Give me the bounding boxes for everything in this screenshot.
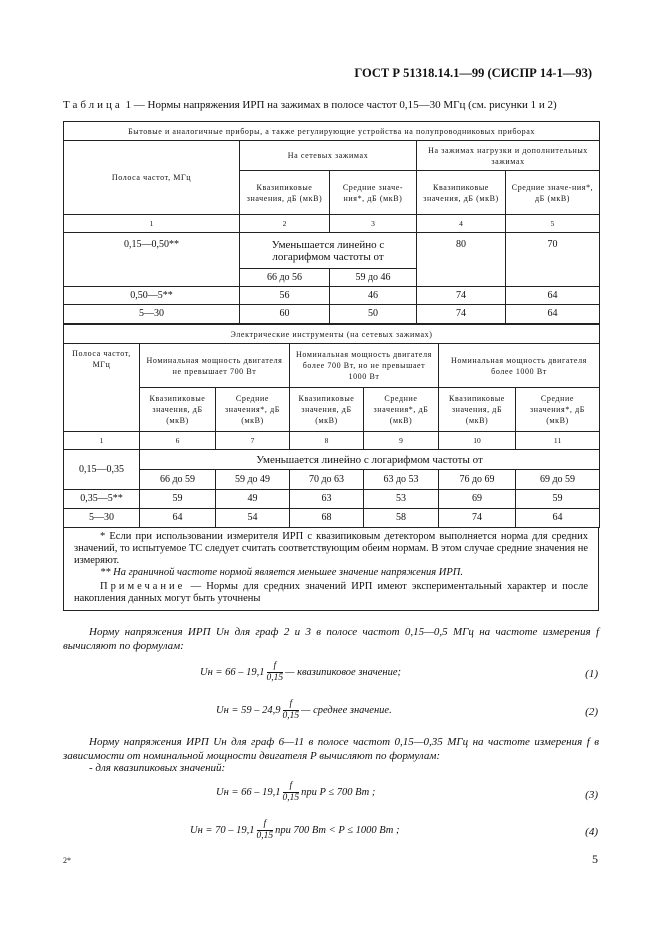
table-caption (63, 99, 557, 111)
table1-avg-header: Средние значе-ния*, дБ (мкВ) (506, 171, 600, 215)
table2-colnum: 8 (290, 432, 364, 450)
equation-number: (1) (585, 668, 598, 680)
formula-rhs: при 700 Вт < P ≤ 1000 Вт ; (275, 824, 400, 836)
note-paragraph (74, 581, 588, 605)
table2-colnum: 11 (516, 432, 600, 450)
note-text: — Нормы для средних значений ИРП имеют экспериментальный характер и после накопления данных могут быть уточнены (74, 581, 588, 604)
table2-cell: 70 до 63 (290, 470, 364, 490)
table1-load-header: На зажимах нагрузки и дополнительных зажимах (417, 141, 600, 171)
table1-colnum: 3 (330, 215, 417, 233)
formula-rhs: при P ≤ 700 Вт ; (301, 786, 376, 798)
table2-colnum: 7 (216, 432, 290, 450)
table1-cell: 46 (330, 287, 417, 305)
formula-lhs: Uн = 59 – 24,9 (216, 704, 281, 716)
table2-qp-header: Квазипиковые значения, дБ (мкВ) (140, 388, 216, 432)
table1-freq-header: Полоса частот, МГц (64, 141, 240, 215)
formula-lhs: Uн = 66 – 19,1 (216, 786, 281, 798)
table2-cell: 66 до 59 (140, 470, 216, 490)
table1-cell: 74 (417, 287, 506, 305)
table2-cell: 58 (364, 509, 439, 528)
table1-cell: 80 (417, 233, 506, 287)
table2-cell: 69 (439, 490, 516, 509)
table1-colnum: 5 (506, 215, 600, 233)
note-label: Примечание (100, 581, 186, 592)
formula-2 (216, 699, 392, 722)
table2-avg-header: Средние значения*, дБ (мкВ) (516, 388, 600, 432)
table2-qp-header: Квазипиковые значения, дБ (мкВ) (439, 388, 516, 432)
formula-3 (216, 781, 375, 804)
table2-avg-header: Средние значения*, дБ (мкВ) (216, 388, 290, 432)
table1-avg-header: Средние значе-ния*, дБ (мкВ) (330, 171, 417, 215)
table2-power-header: Номинальная мощность двигателя более 700 Вт, но не превышает 1000 Вт (290, 344, 439, 388)
table2-cell: 74 (439, 509, 516, 528)
table1-cell: 50 (330, 305, 417, 324)
formula-fraction: $\frac{f}{0,15}$ (282, 781, 300, 803)
formula-fraction: $\frac{f}{0,15}$ (282, 699, 300, 721)
footnote-2: ** На граничной частоте нормой является меньшее значение напряжения ИРП. (100, 567, 463, 578)
table2-cell: 68 (290, 509, 364, 528)
equation-number: (3) (585, 789, 598, 801)
table1-cell: 74 (417, 305, 506, 324)
table2-cell: 53 (364, 490, 439, 509)
formula-lhs: Uн = 66 – 19,1 (200, 666, 265, 678)
table2-colnum: 6 (140, 432, 216, 450)
table1-qp-header: Квазипиковые значения, дБ (мкВ) (240, 171, 330, 215)
caption-prefix: Таблица (63, 99, 123, 111)
formula-rhs: — квазипиковое значение; (285, 666, 402, 678)
table2-colnum: 9 (364, 432, 439, 450)
table2-cell: 59 (516, 490, 600, 509)
formula-4 (190, 819, 399, 842)
table2-band: 0,15—0,35 (64, 450, 140, 490)
table2-colnum: 10 (439, 432, 516, 450)
table1-band: 5—30 (64, 305, 240, 324)
table1-band: 0,15—0,50** (64, 233, 240, 287)
table1-cell: 56 (240, 287, 330, 305)
table1-cell: 60 (240, 305, 330, 324)
table1-band: 0,50—5** (64, 287, 240, 305)
formula-lhs: Uн = 70 – 19,1 (190, 824, 255, 836)
table2-cell: 59 до 49 (216, 470, 290, 490)
table-household (63, 121, 600, 324)
table1-colnum: 2 (240, 215, 330, 233)
table2-cell: 49 (216, 490, 290, 509)
footer-mark: 2* (63, 856, 71, 865)
table2-title: Электрические инструменты (на сетевых зажимах) (64, 325, 600, 344)
paragraph-1: Норму напряжения ИРП Uн для граф 2 и 3 в полосе частот 0,15—0,5 МГц на частоте измерения f вычисляют по формулам: (63, 626, 599, 652)
caption-text: 1 — Нормы напряжения ИРП на зажимах в полосе частот 0,15—30 МГц (см. рисунки 1 и 2) (122, 99, 557, 111)
formula-fraction: $\frac{f}{0,15}$ (266, 661, 284, 683)
document-header: ГОСТ Р 51318.14.1—99 (СИСПР 14-1—93) (354, 66, 592, 80)
table1-cell: 66 до 56 (240, 269, 330, 287)
table-notes (63, 528, 599, 611)
formula-fraction: $\frac{f}{0,15}$ (256, 819, 274, 841)
table2-freq-header: Полоса частот, МГц (64, 344, 140, 432)
table1-qp-header: Квазипиковые значения, дБ (мкВ) (417, 171, 506, 215)
table2-cell: 76 до 69 (439, 470, 516, 490)
table1-cell: 70 (506, 233, 600, 287)
page-number: 5 (592, 852, 598, 866)
formula-rhs: — среднее значение. (301, 704, 392, 716)
table2-cell: 64 (516, 509, 600, 528)
table2-cell: 69 до 59 (516, 470, 600, 490)
table2-cell: 63 до 53 (364, 470, 439, 490)
table2-avg-header: Средние значения*, дБ (мкВ) (364, 388, 439, 432)
table2-cell: 64 (140, 509, 216, 528)
table2-power-header: Номинальная мощность двигателя более 1000 Вт (439, 344, 600, 388)
table2-colnum: 1 (64, 432, 140, 450)
table1-cell: 64 (506, 287, 600, 305)
table1-mains-header: На сетевых зажимах (240, 141, 417, 171)
table1-merged-note: Уменьшается линейно с логарифмом частоты от (240, 233, 417, 269)
table2-band: 5—30 (64, 509, 140, 528)
table1-cell: 64 (506, 305, 600, 324)
table2-cell: 63 (290, 490, 364, 509)
table2-cell: 54 (216, 509, 290, 528)
table-power-tools (63, 324, 600, 528)
table2-cell: 59 (140, 490, 216, 509)
table1-colnum: 1 (64, 215, 240, 233)
footnote-1: * Если при использовании измерителя ИРП с квазипиковым детектором выполняется норма для средних значений, то испытуемое ТС следует считать соответствующим обеим нормам. В этом случае средние значения не измеряют. (74, 531, 588, 566)
equation-number: (2) (585, 706, 598, 718)
formula-1 (200, 661, 401, 684)
paragraph-2: Норму напряжения ИРП Uн для граф 6—11 в полосе частот 0,15—0,35 МГц на частоте измерения f в зависимости от номинальной мощности двигателя P вычисляют по формулам: (63, 736, 599, 762)
table2-power-header: Номинальная мощность двигателя не превышает 700 Вт (140, 344, 290, 388)
table2-merged-note: Уменьшается линейно с логарифмом частоты от (140, 450, 600, 470)
table1-title: Бытовые и аналогичные приборы, а также регулирующие устройства на полупроводниковых приборах (64, 122, 600, 141)
paragraph-3: - для квазипиковых значений: (89, 762, 226, 774)
table1-cell: 59 до 46 (330, 269, 417, 287)
equation-number: (4) (585, 826, 598, 838)
table2-band: 0,35—5** (64, 490, 140, 509)
table2-qp-header: Квазипиковые значения, дБ (мкВ) (290, 388, 364, 432)
table1-colnum: 4 (417, 215, 506, 233)
